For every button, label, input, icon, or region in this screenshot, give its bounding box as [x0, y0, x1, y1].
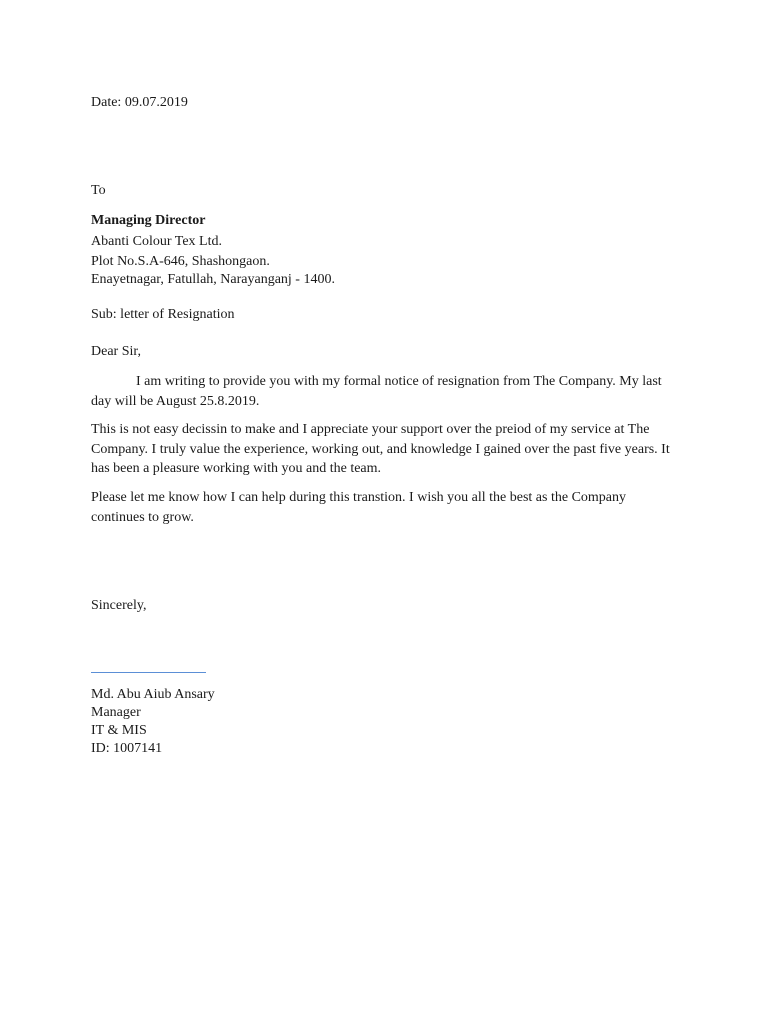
signatory-name: Md. Abu Aiub Ansary — [91, 687, 215, 702]
body-paragraph-3: Please let me know how I can help during this transtion. I wish you all the best as the Company continues to grow. — [91, 490, 627, 525]
signatory-department: IT & MIS — [91, 723, 147, 738]
recipient-company: Abanti Colour Tex Ltd. — [91, 234, 222, 249]
letter-closing: Sincerely, — [91, 598, 147, 613]
letter-date: Date: 09.07.2019 — [91, 95, 188, 110]
to-label: To — [91, 183, 106, 198]
letter-subject: Sub: letter of Resignation — [91, 307, 235, 322]
recipient-address-line2: Enayetnagar, Fatullah, Narayanganj - 1400. — [91, 272, 335, 287]
body-paragraph-2: This is not easy decissin to make and I appreciate your support over the preiod of my service at The Company. I truly value the experience, working out, and knowledge I gained over the past five years. It has been a pleasure working with you and the team. — [91, 422, 670, 476]
recipient-title: Managing Director — [91, 213, 206, 228]
signatory-id: ID: 1007141 — [91, 741, 163, 756]
letter-salutation: Dear Sir, — [91, 344, 141, 359]
body-paragraph-1: I am writing to provide you with my formal notice of resignation from The Company. My last day will be August 25.8.2019. — [91, 374, 662, 409]
signatory-position: Manager — [91, 705, 141, 720]
signature-line — [91, 672, 206, 673]
recipient-address-line1: Plot No.S.A-646, Shashongaon. — [91, 254, 270, 269]
